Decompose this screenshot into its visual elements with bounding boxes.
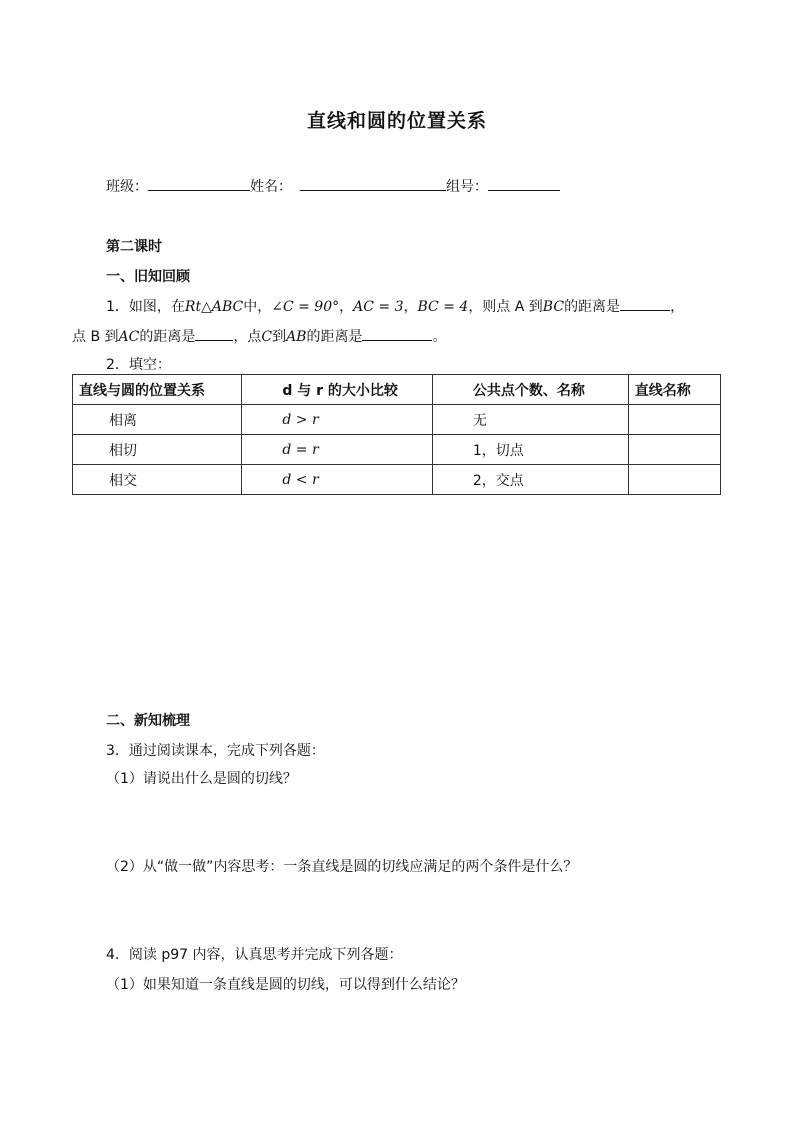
table-cell: 相切: [73, 435, 242, 465]
q1-text: 的距离是: [139, 329, 196, 345]
class-blank[interactable]: [148, 176, 250, 191]
table-cell-blank[interactable]: [628, 435, 720, 465]
table-cell: d < r: [242, 465, 433, 495]
q1-ac-ref: AC: [118, 329, 140, 345]
q1-text: ，则点 A 到: [468, 299, 543, 315]
lesson-label: 第二课时: [106, 239, 162, 255]
table-cell: 无: [432, 405, 628, 435]
table-cell-blank[interactable]: [628, 405, 720, 435]
question-1-line-2: [72, 326, 446, 346]
q1-text: 1．如图，在: [106, 299, 185, 315]
question-4-1: （1）如果知道一条直线是圆的切线，可以得到什么结论？: [106, 977, 465, 993]
table-cell: d = r: [242, 435, 433, 465]
question-3-2: （2）从“做一做”内容思考：一条直线是圆的切线应满足的两个条件是什么？: [106, 859, 578, 875]
question-4: 4．阅读 p97 内容，认真思考并完成下列各题：: [106, 947, 403, 963]
group-label: 组号：: [446, 179, 488, 195]
answer-blank-1[interactable]: [620, 296, 670, 311]
table-cell: 2，交点: [432, 465, 628, 495]
name-blank[interactable]: [300, 176, 446, 191]
table-header: 公共点个数、名称: [432, 375, 628, 405]
student-info-line: [106, 176, 560, 196]
class-label: 班级：: [106, 179, 148, 195]
q1-c-ref: C: [261, 329, 273, 345]
question-1-line-1: [106, 296, 684, 316]
table-header: 直线名称: [628, 375, 720, 405]
table-row: [73, 435, 721, 465]
table-row: [73, 465, 721, 495]
q1-text: 点 B 到: [72, 329, 119, 345]
table-cell: d > r: [242, 405, 433, 435]
q1-text: ，: [670, 299, 685, 315]
position-relation-table: [72, 374, 721, 495]
q1-ac: AC = 3: [353, 299, 404, 315]
q1-text: 的距离是: [306, 329, 363, 345]
q1-text: ，: [339, 299, 354, 315]
group-blank[interactable]: [488, 176, 560, 191]
name-label: 姓名：: [250, 179, 292, 195]
q1-text: 中，: [243, 299, 272, 315]
table-cell: 相离: [73, 405, 242, 435]
question-2: 2．填空：: [106, 357, 171, 373]
table-cell: 1，切点: [432, 435, 628, 465]
q1-bc-ref: BC: [542, 299, 565, 315]
table-header: d 与 r 的大小比较: [242, 375, 433, 405]
q1-text: ，点: [233, 329, 262, 345]
table-header-row: [73, 375, 721, 405]
section-new-knowledge-heading: 二、新知梳理: [106, 713, 190, 729]
question-3-1: （1）请说出什么是圆的切线？: [106, 771, 297, 787]
table-cell-blank[interactable]: [628, 465, 720, 495]
q1-ab-ref: AB: [286, 329, 307, 345]
table-cell: 相交: [73, 465, 242, 495]
answer-blank-2[interactable]: [195, 326, 233, 341]
q1-text: 。: [432, 329, 447, 345]
q1-angle: ∠C = 90°: [271, 299, 340, 315]
q1-text: 的距离是: [564, 299, 621, 315]
page-title: 直线和圆的位置关系: [306, 110, 487, 132]
table-row: [73, 405, 721, 435]
question-3: 3．通过阅读课本，完成下列各题：: [106, 743, 325, 759]
q1-triangle: Rt△ABC: [184, 299, 244, 315]
section-review-heading: 一、旧知回顾: [106, 269, 190, 285]
q1-text: ，: [403, 299, 418, 315]
table-header: 直线与圆的位置关系: [73, 375, 242, 405]
answer-blank-3[interactable]: [362, 326, 432, 341]
q1-text: 到: [272, 329, 287, 345]
q1-bc: BC = 4: [417, 299, 469, 315]
